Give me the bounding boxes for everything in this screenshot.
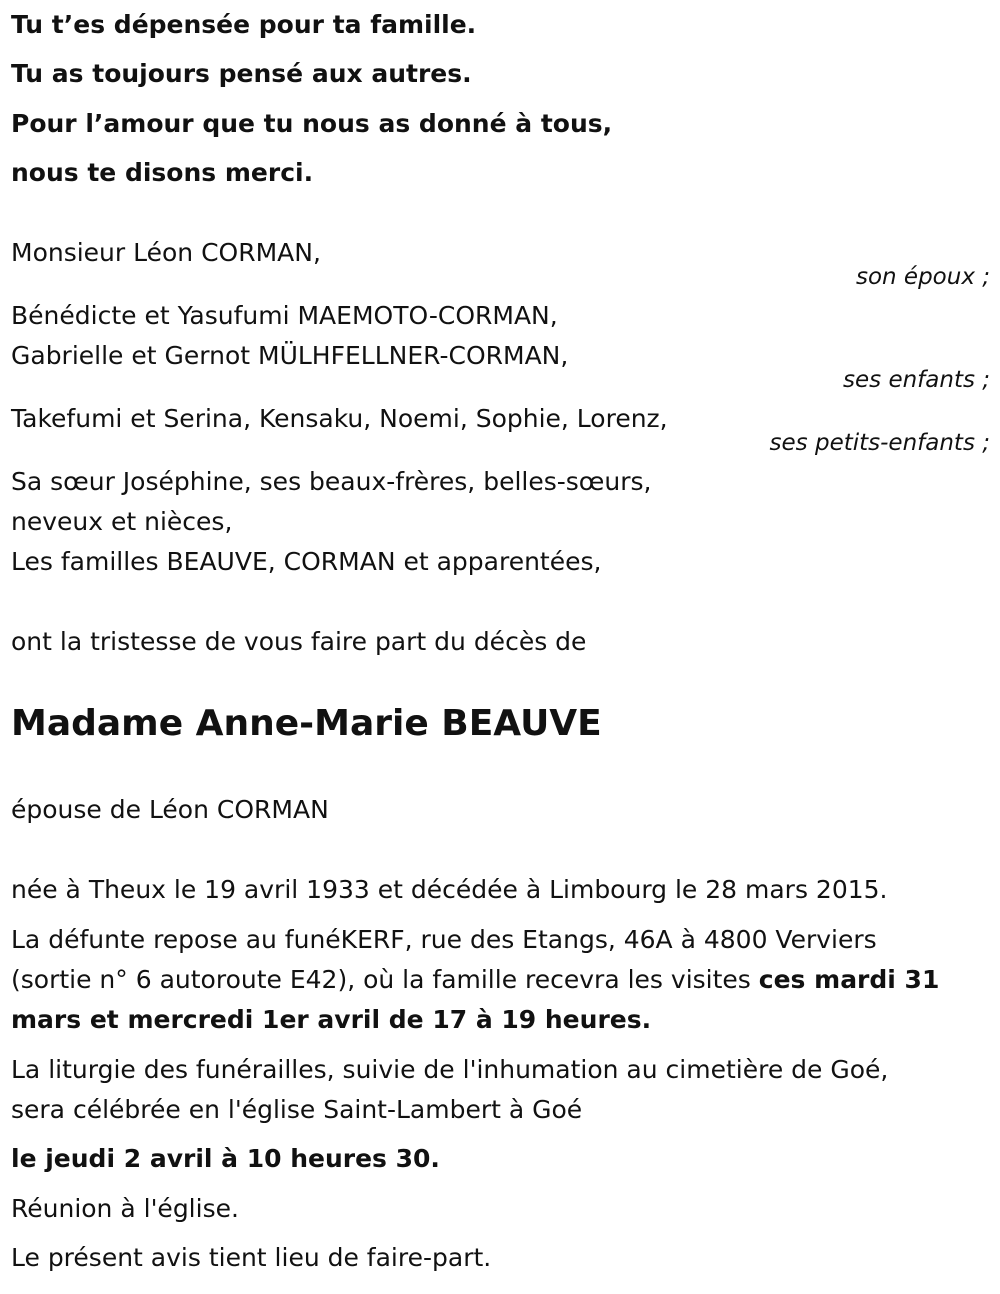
children-line-2: Gabrielle et Gernot MÜLHFELLNER-CORMAN, xyxy=(11,341,569,370)
poem-line-2: Tu as toujours pensé aux autres. xyxy=(11,59,472,88)
visitation-line-3: mars et mercredi 1er avril de 17 à 19 heures. xyxy=(11,1005,652,1034)
funeral-line-2: sera célébrée en l'église Saint-Lambert à Goé xyxy=(11,1095,583,1124)
grandchildren-line: Takefumi et Serina, Kensaku, Noemi, Sophie, Lorenz, xyxy=(11,404,668,433)
poem-line-3: Pour l’amour que tu nous as donné à tous, xyxy=(11,109,613,138)
deceased-spouse-of: épouse de Léon CORMAN xyxy=(11,795,329,824)
visitation-line-2 xyxy=(11,965,939,995)
others-line-2: neveux et nièces, xyxy=(11,507,233,536)
grandchildren-role: ses petits-enfants ; xyxy=(769,430,990,456)
announcement: ont la tristesse de vous faire part du décès de xyxy=(11,627,587,656)
visitation-line-2-bold: ces mardi 31 xyxy=(758,965,940,994)
others-line-3: Les familles BEAUVE, CORMAN et apparentées, xyxy=(11,547,602,576)
meeting-note: Réunion à l'église. xyxy=(11,1194,239,1223)
deceased-dates: née à Theux le 19 avril 1933 et décédée à Limbourg le 28 mars 2015. xyxy=(11,875,888,904)
children-role: ses enfants ; xyxy=(843,367,990,393)
spouse-role: son époux ; xyxy=(855,264,990,290)
children-line-1: Bénédicte et Yasufumi MAEMOTO-CORMAN, xyxy=(11,301,558,330)
funeral-date: le jeudi 2 avril à 10 heures 30. xyxy=(11,1144,440,1173)
visitation-line-2-text: (sortie n° 6 autoroute E42), où la famille recevra les visites xyxy=(11,965,759,994)
closing-note: Le présent avis tient lieu de faire-part. xyxy=(11,1243,492,1272)
deceased-name: Madame Anne-Marie BEAUVE xyxy=(11,703,602,744)
others-line-1: Sa sœur Joséphine, ses beaux-frères, belles-sœurs, xyxy=(11,467,652,496)
funeral-line-1: La liturgie des funérailles, suivie de l'inhumation au cimetière de Goé, xyxy=(11,1055,889,1084)
spouse-name: Monsieur Léon CORMAN, xyxy=(11,238,321,267)
poem-line-1: Tu t’es dépensée pour ta famille. xyxy=(11,10,477,39)
visitation-line-1: La défunte repose au funéKERF, rue des Etangs, 46A à 4800 Verviers xyxy=(11,925,877,954)
poem-line-4: nous te disons merci. xyxy=(11,158,314,187)
